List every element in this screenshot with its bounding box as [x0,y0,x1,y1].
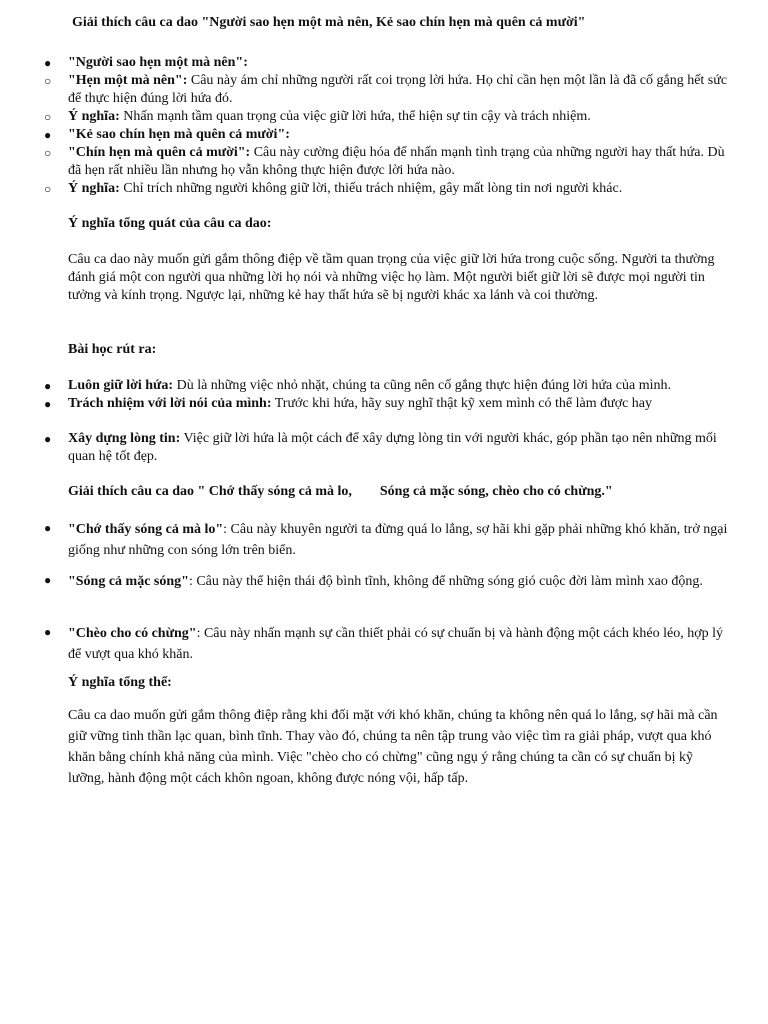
heading-lessons: Bài học rút ra: [68,342,157,357]
bullet-circle: ○ [44,146,52,160]
item-label: "Chín hẹn mà quên cả mười": [68,145,251,160]
paragraph-general-meaning: Câu ca dao này muốn gửi gắm thông điệp về tầm quan trọng của việc giữ lời hứa trong cuộc sống. Người ta thường đánh giá một con người qua những lời họ nói và những việc họ làm. Một người biết giữ lời sẽ được mọi người tin tưởng và kính trọng. Ngược lại, những kẻ hay thất hứa sẽ bị người khác xa lánh và coi thường. [68,252,715,303]
bullet-disc: ● [44,521,52,535]
item-label: "Sóng cả mặc sóng" [68,574,189,589]
item-text: Dù là những việc nhỏ nhặt, chúng ta cũng nên cố gắng thực hiện đúng lời hứa của mình. [173,378,671,393]
item-text: : Câu này thể hiện thái độ bình tĩnh, không để những sóng gió cuộc đời làm mình xao động. [188,574,703,589]
item-text: Việc giữ lời hứa là một cách để xây dựng lòng tin với người khác, góp phần tạo nên những mối quan hệ tốt đẹp. [68,431,717,464]
bullet-disc: ● [44,432,52,446]
item-text: Nhấn mạnh tầm quan trọng của việc giữ lời hứa, thể hiện sự tin cậy và trách nhiệm. [119,109,591,124]
title-second-proverb-line-b: Sóng cả mặc sóng, chèo cho có chừng." [379,484,613,499]
list-item [68,571,728,592]
bullet-circle: ○ [44,182,52,196]
paragraph-overall-meaning: Câu ca dao muốn gửi gắm thông điệp rằng khi đối mặt với khó khăn, chúng ta không nên quá lo lắng, sợ hãi mà cần giữ vững tinh thần lạc quan, bình tĩnh. Thay vào đó, chúng ta nên tập trung vào việc tìm ra giải pháp, vượt qua khó khăn bằng chính khả năng của mình. Việc "chèo cho có chừng" cũng ngụ ý rằng chúng ta cần có sự chuẩn bị kỹ lưỡng, hành động một cách khôn ngoan, không được nóng vội, hấp tấp. [68,708,718,786]
title-first-proverb: Giải thích câu ca dao "Người sao hẹn một mà nên, Kẻ sao chín hẹn mà quên cả mười" [72,15,586,30]
item-label: Trách nhiệm với lời nói của mình: [68,396,272,411]
list-item [68,126,728,144]
heading-general-meaning: Ý nghĩa tổng quát của câu ca dao: [68,216,272,231]
item-label: "Kẻ sao chín hẹn mà quên cả mười": [68,127,290,142]
list-item [68,108,728,126]
bullet-disc: ● [44,379,52,393]
bullet-disc: ● [44,397,52,411]
list-item [68,144,728,180]
list-item [68,623,728,665]
item-label: Xây dựng lòng tin: [68,431,181,446]
item-text: Chỉ trích những người không giữ lời, thiếu trách nhiệm, gây mất lòng tin nơi người khác. [119,181,623,196]
bullet-circle: ○ [44,110,52,124]
item-text: : Câu này nhấn mạnh sự cần thiết phải có sự chuẩn bị và hành động một cách khéo léo, hợp lý để vượt qua khó khăn. [68,626,724,662]
bullet-disc: ● [44,56,52,70]
bullet-circle: ○ [44,74,52,88]
item-label: Ý nghĩa: [68,181,120,196]
item-label: Ý nghĩa: [68,109,120,124]
item-text: Câu này ám chỉ những người rất coi trọng lời hứa. Họ chỉ cần hẹn một lần là đã cố gắng hết sức để thực hiện đúng lời hứa đó. [68,73,728,106]
item-label: "Hẹn một mà nên": [68,73,188,88]
list-item [68,54,728,72]
title-second-proverb-line-a: Giải thích câu ca dao " Chớ thấy sóng cả mà lo, [68,484,352,499]
item-text: Câu này cường điệu hóa để nhấn mạnh tình trạng của những người hay thất hứa. Dù đã hẹn rất nhiều lần nhưng họ vẫn không thực hiện được lời hứa nào. [68,145,725,178]
bullet-disc: ● [44,573,52,587]
list-item [68,519,728,561]
bullet-disc: ● [44,128,52,142]
item-text: : Câu này khuyên người ta đừng quá lo lắng, sợ hãi khi gặp phải những khó khăn, trở ngại giống như những con sóng lớn trên biển. [68,522,728,558]
title-second-proverb [68,484,613,500]
heading-overall-meaning: Ý nghĩa tổng thể: [68,675,172,690]
item-label: Luôn giữ lời hứa: [68,378,174,393]
list-item [68,72,728,108]
item-text: Trước khi hứa, hãy suy nghĩ thật kỹ xem mình có thể làm được hay [271,396,653,411]
list-item [68,377,728,395]
item-label: "Chớ thấy sóng cả mà lo" [68,522,224,537]
list-item [68,430,728,466]
item-label: "Chèo cho có chừng" [68,626,197,641]
bullet-disc: ● [44,625,52,639]
list-item [68,395,728,413]
list-item [68,180,728,198]
item-label: "Người sao hẹn một mà nên": [68,55,248,70]
